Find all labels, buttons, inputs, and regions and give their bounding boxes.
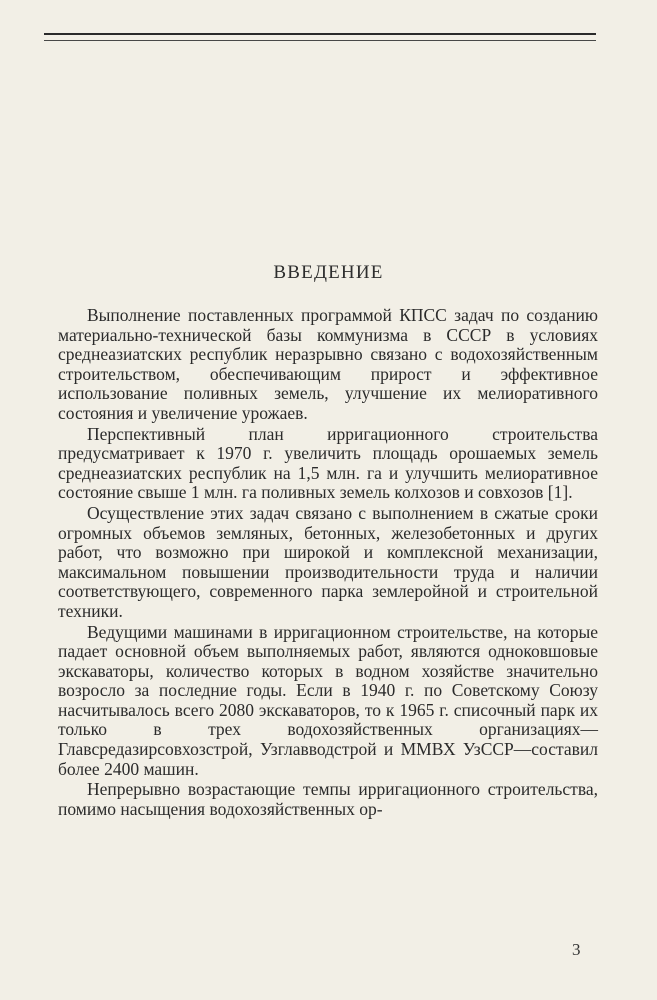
paragraph: Осуществление этих задач связано с выполнением в сжатые сроки огромных объемов земляных, бетонных, железобетонных и других работ, что возможно при широкой и комплексной механизации, максимальном повышении производительности труда и наличии соответствующего, современного парка землеройной и строительной техники. [58,502,598,621]
chapter-title: ВВЕДЕНИЕ [273,262,384,283]
header-rule-bottom [44,40,596,41]
page-number: 3 [572,940,581,959]
paragraph: Выполнение поставленных программой КПСС задач по созданию материально-технической базы коммунизма в СССР в условиях среднеазиатских республик неразрывно связано с водохозяйственным строительством, обеспечивающим прирост и эффективное использование поливных земель, улучшение их мелиоративного состояния и увеличение урожаев. [58,305,598,423]
paragraph: Ведущими машинами в ирригационном строительстве, на которые падает основной объем выполняемых работ, являются одноковшовые экскаваторы, количество которых в водном хозяйстве значительно возросло за последние годы. Если в 1940 г. по Советскому Союзу насчитывалось всего 2080 экскаваторов, то к 1965 г. списочный парк их только в трех водохозяйственных организациях—Главсредазирсовхозстрой, Узглавводстрой и ММВХ УзССР—составил более 2400 машин. [58,621,598,779]
paragraph: Перспективный план ирригационного строительства предусматривает к 1970 г. увеличить площадь орошаемых земель среднеазиатских республик на 1,5 млн. га и улучшить мелиоративное состояние свыше 1 млн. га поливных земель колхозов и совхозов [1]. [58,423,598,503]
header-rule-top [44,33,596,35]
body-text [58,306,598,819]
paragraph: Непрерывно возрастающие темпы ирригационного строительства, помимо насыщения водохозяйственных ор- [58,779,598,819]
